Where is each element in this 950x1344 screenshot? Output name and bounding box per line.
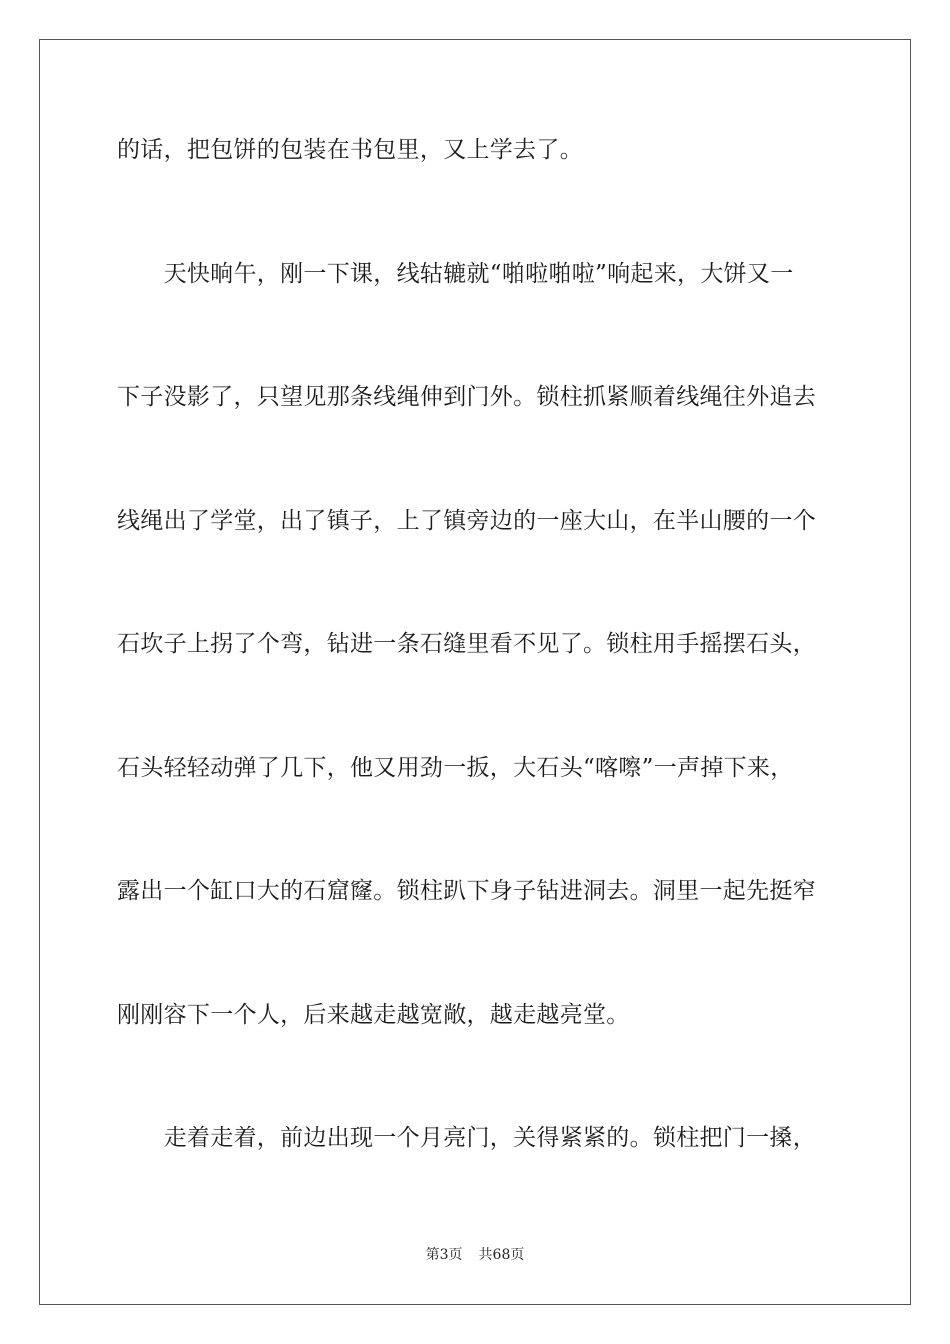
body-text-line: 天快晌午，刚一下课，线轱辘就“啪啦啪啦”响起来，大饼又一 [117, 261, 794, 287]
body-text-line: 石头轻轻动弹了几下，他又用劲一扳，大石头“喀嚓”一声掉下来， [117, 755, 794, 781]
body-text-line: 走着走着，前边出现一个月亮门，关得紧紧的。锁柱把门一搡， [117, 1125, 816, 1151]
body-text-line: 线绳出了学堂，出了镇子，上了镇旁边的一座大山，在半山腰的一个 [117, 508, 816, 534]
body-text-line: 石坎子上拐了个弯，钻进一条石缝里看不见了。锁柱用手摇摆石头， [117, 631, 816, 657]
body-text-line: 露出一个缸口大的石窟窿。锁柱趴下身子钻进洞去。洞里一起先挺窄 [117, 878, 816, 904]
page-total: 共68页 [478, 1247, 525, 1263]
page-number: 第3页 [425, 1247, 463, 1263]
page-footer [0, 1246, 950, 1264]
body-text-line: 刚刚容下一个人，后来越走越宽敞，越走越亮堂。 [117, 1002, 630, 1028]
page-border [39, 39, 911, 1305]
body-text-line: 的话，把包饼的包装在书包里，又上学去了。 [117, 137, 583, 163]
body-text-line: 下子没影了，只望见那条线绳伸到门外。锁柱抓紧顺着线绳往外追去 [117, 384, 816, 410]
